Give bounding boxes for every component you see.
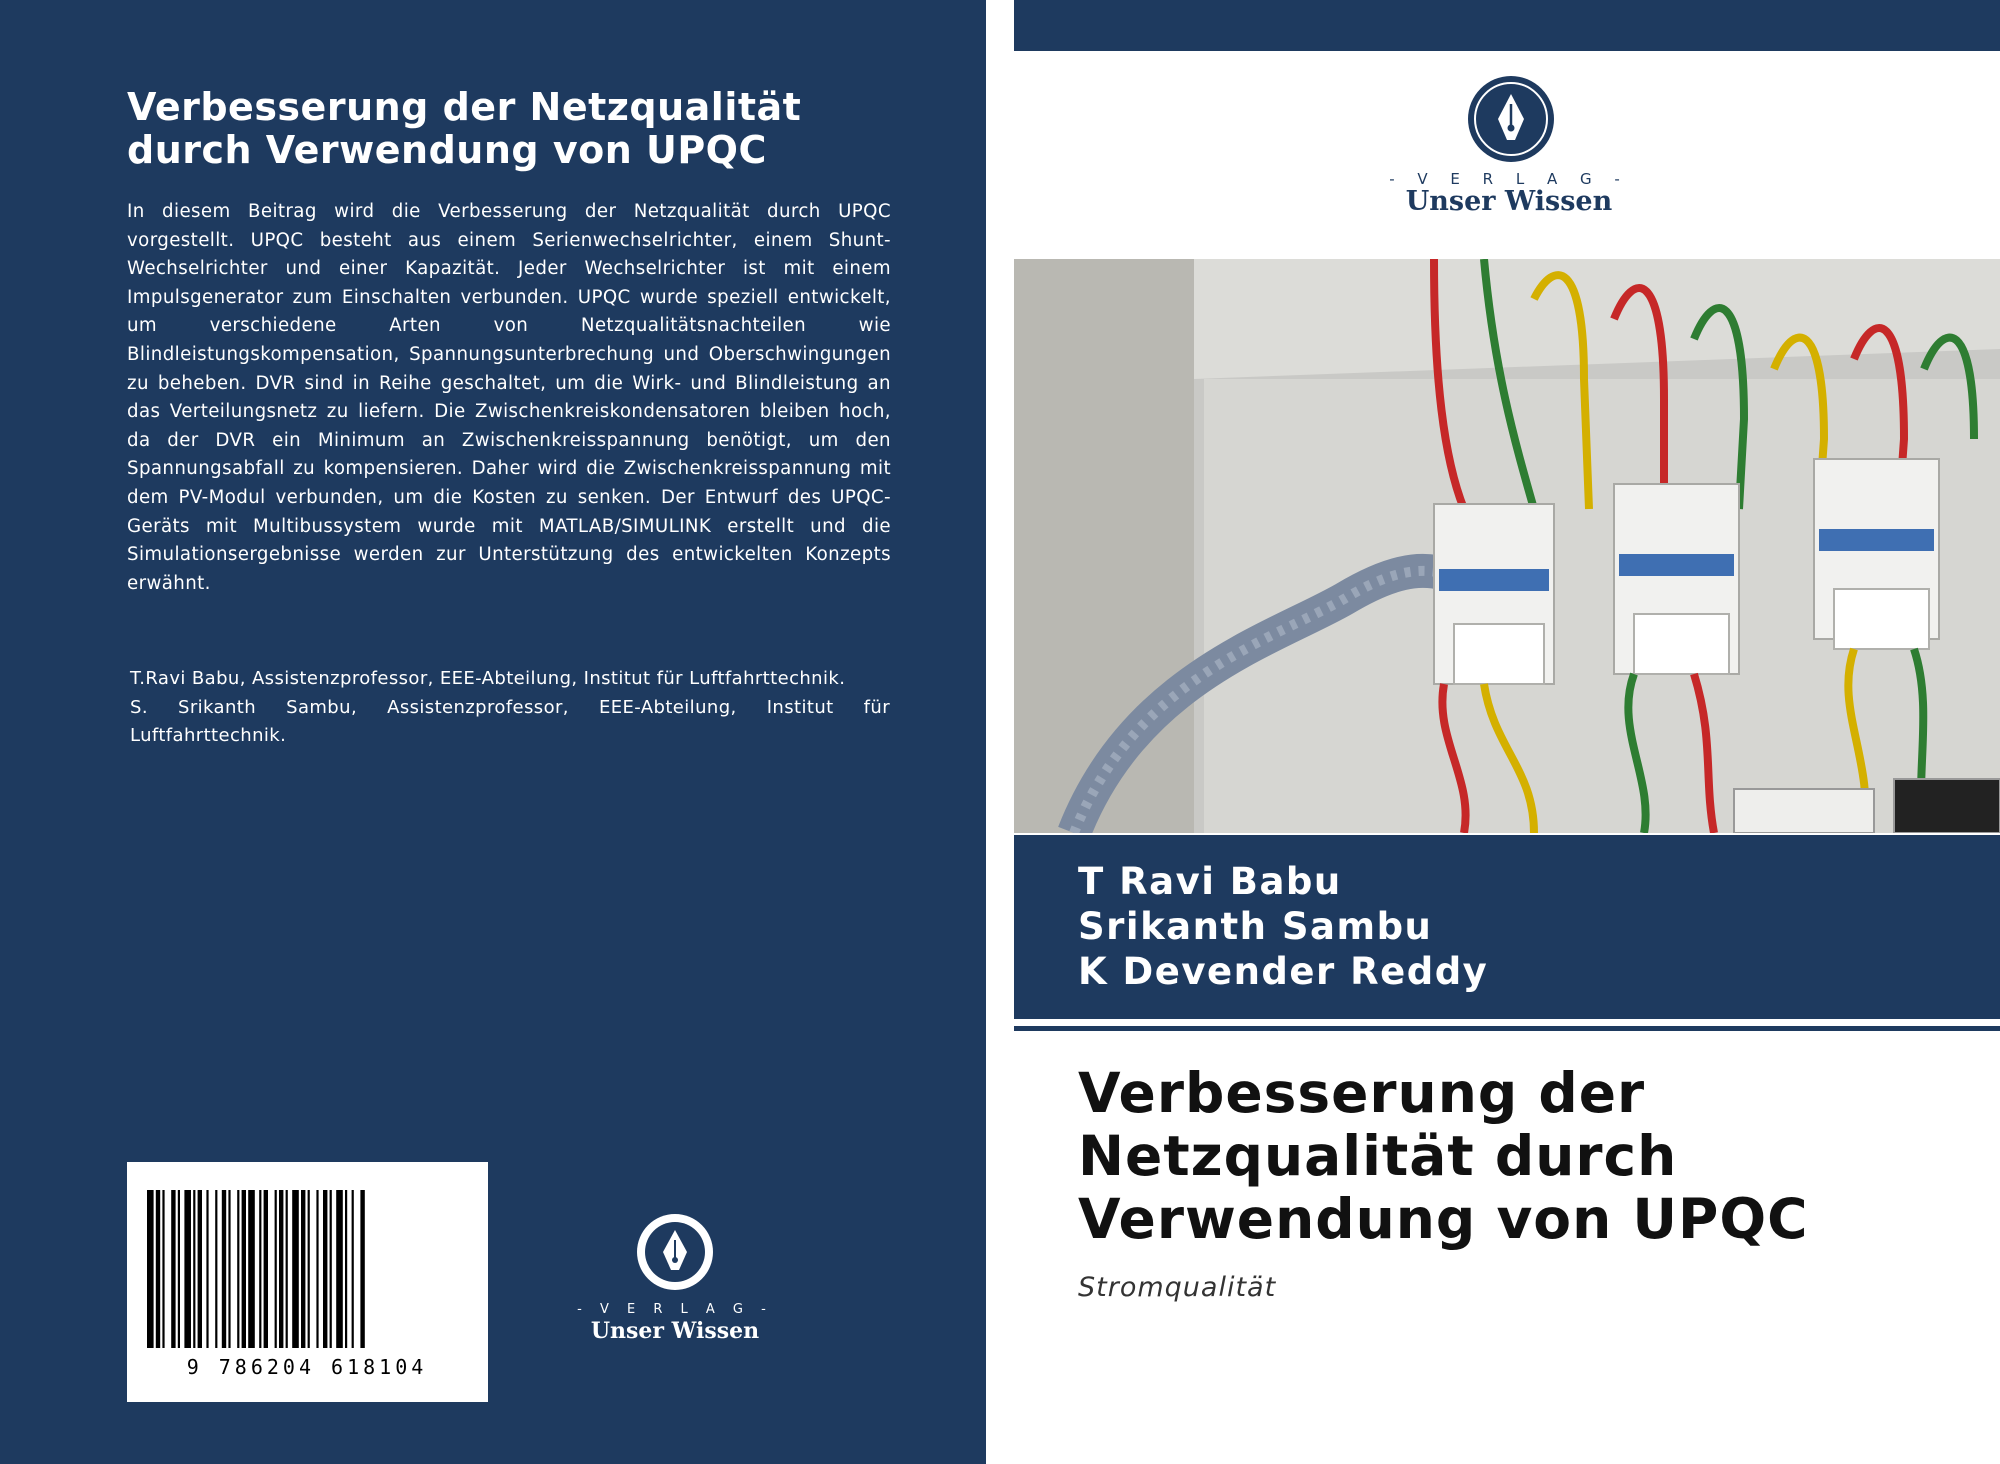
barcode-bar: [171, 1190, 175, 1348]
verlag-label: - V E R L A G -: [1389, 170, 1629, 188]
barcode-bar: [279, 1190, 283, 1348]
barcode-bar: [301, 1190, 305, 1348]
back-cover-title: Verbesserung der Netzqualität durch Verwendung von UPQC: [127, 85, 802, 172]
back-cover: [0, 0, 986, 1464]
back-publisher-logo: [570, 1208, 780, 1348]
top-band: [1014, 0, 2000, 51]
barcode-bar: [352, 1190, 354, 1348]
barcode-bar: [193, 1190, 195, 1348]
back-cover-blurb: In diesem Beitrag wird die Verbesserung der Netzqualität durch UPQC vorgestellt. UPQC besteht aus einem Serienwechselrichter, einem Shunt-Wechselrichter und einer Kapazität. Jeder Wechselrichter ist mit einem Impulsgenerator zum Einschalten verbunden. UPQC wurde speziell entwickelt, um verschiedene Arten von Netzqualitätsnachteilen wie Blindleistungskompensation, Spannungsunterbrechung und Oberschwingungen zu beheben. DVR sind in Reihe geschaltet, um die Wirk- und Blindleistung an das Verteilungsnetz zu liefern. Die Zwischenkreiskondensatoren bleiben hoch, da der DVR ein Minimum an Zwischenkreisspannung benötigt, um den Spannungsabfall zu kompensieren. Daher wird die Zwischenkreisspannung mit dem PV-Modul verbunden, um die Kosten zu senken. Der Entwurf des UPQC-Geräts mit Multibussystem wurde mit MATLAB/SIMULINK erstellt und die Simulationsergebnisse werden zur Unterstützung des entwickelten Konzepts erwähnt.: [127, 201, 891, 594]
barcode-bar: [178, 1190, 180, 1348]
barcode-bar: [156, 1190, 160, 1348]
author-name: K Devender Reddy: [1078, 950, 1489, 993]
author-band: [1014, 835, 2000, 1019]
author-name: Srikanth Sambu: [1078, 905, 1433, 948]
author-list: [1078, 859, 1488, 994]
front-publisher-logo: [1384, 70, 1634, 230]
cover-photo-electrical-panel: [1014, 259, 2000, 833]
barcode-bar: [222, 1190, 226, 1348]
barcode-bar: [264, 1190, 268, 1348]
barcode-bar: [275, 1190, 277, 1348]
barcode-bar: [215, 1190, 217, 1348]
publisher-name: Unser Wissen: [590, 1318, 760, 1344]
barcode-bar: [323, 1190, 327, 1348]
front-cover: [1014, 0, 2000, 1464]
barcode-bar: [336, 1190, 343, 1348]
barcode-bar: [228, 1190, 230, 1348]
barcode-bar: [360, 1190, 364, 1348]
barcode-bar: [198, 1190, 202, 1348]
verlag-label: - V E R L A G -: [577, 1302, 773, 1317]
barcode-icon: [127, 1162, 488, 1402]
front-cover-title: Verbesserung der Netzqualität durch Verwendung von UPQC: [1078, 1061, 1809, 1251]
barcode-bar: [286, 1190, 288, 1348]
barcode-bar: [330, 1190, 332, 1348]
barcode-bar: [259, 1190, 261, 1348]
publisher-name: Unser Wissen: [1405, 186, 1613, 217]
barcode-bar: [242, 1190, 246, 1348]
isbn-digits: 9 786204 618104: [186, 1355, 428, 1379]
pen-nib-seal-icon: [1466, 74, 1556, 164]
barcode-bar: [162, 1190, 164, 1348]
author-bio: S. Srikanth Sambu, Assistenzprofessor, EEE-Abteilung, Institut für Luftfahrttechnik.: [130, 696, 890, 747]
author-bio: T.Ravi Babu, Assistenzprofessor, EEE-Abteilung, Institut für Luftfahrttechnik.: [130, 668, 846, 689]
pen-nib-seal-icon: [635, 1212, 715, 1292]
barcode-bar: [184, 1190, 191, 1348]
author-bios: [130, 665, 890, 751]
front-cover-subtitle: Stromqualität: [1078, 1272, 1277, 1303]
barcode-bar: [248, 1190, 255, 1348]
barcode-bar: [308, 1190, 310, 1348]
barcode-bar: [147, 1190, 154, 1348]
barcode-bar: [237, 1190, 239, 1348]
divider: [1014, 1026, 2000, 1031]
isbn-barcode: [127, 1162, 488, 1402]
barcode-bar: [316, 1190, 318, 1348]
barcode-bar: [345, 1190, 347, 1348]
author-name: T Ravi Babu: [1078, 860, 1342, 903]
barcode-bar: [206, 1190, 208, 1348]
barcode-bar: [292, 1190, 299, 1348]
